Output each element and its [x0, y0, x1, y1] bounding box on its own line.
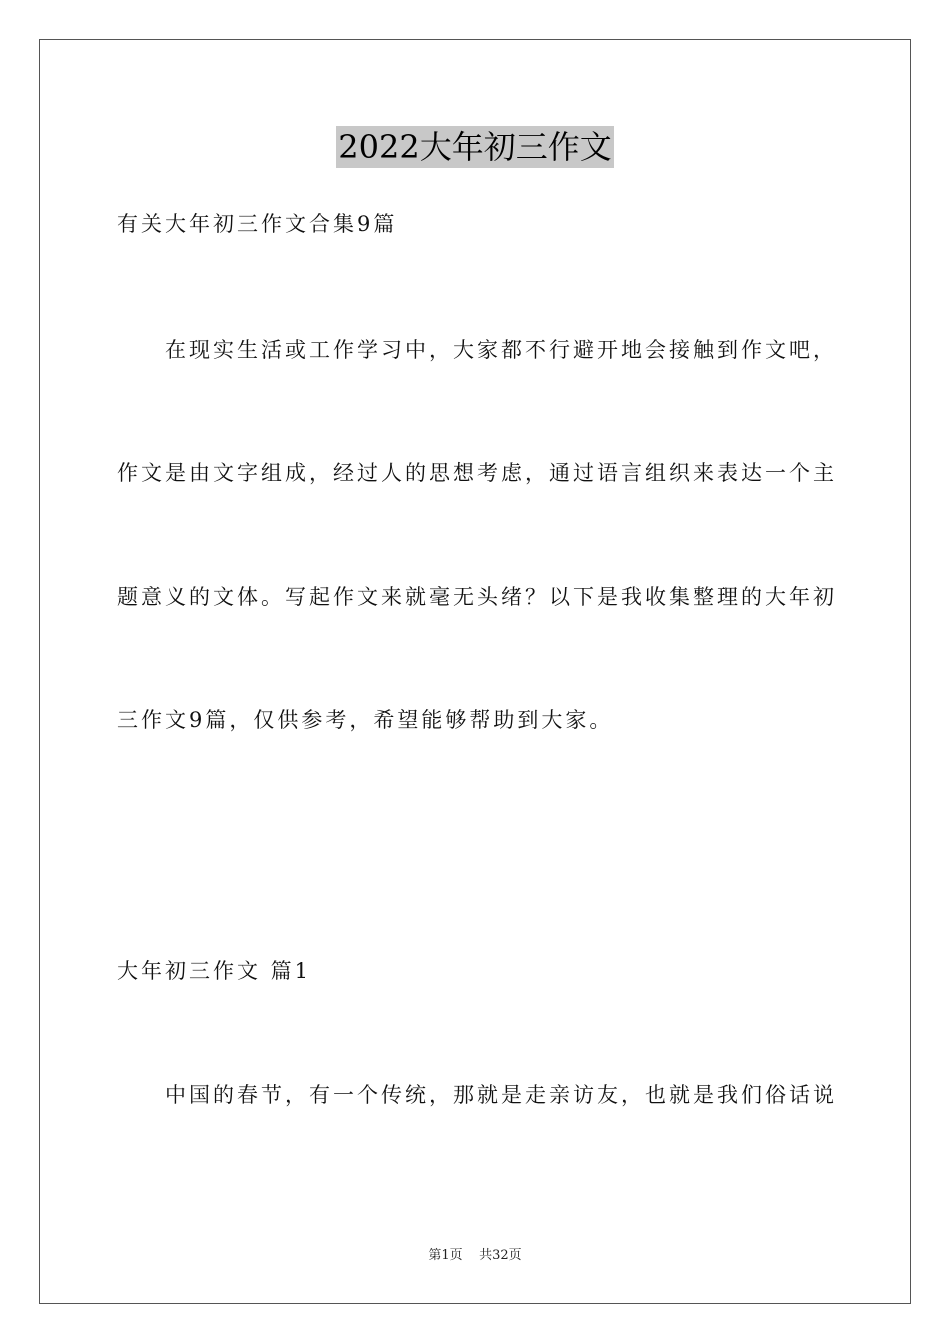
document-subtitle: 有关大年初三作文合集9篇	[117, 212, 398, 236]
intro-line-3: 题意义的文体。写起作文来就毫无头绪？以下是我收集整理的大年初	[117, 585, 837, 609]
intro-line-2: 作文是由文字组成，经过人的思想考虑，通过语言组织来表达一个主	[117, 461, 837, 485]
title-container	[0, 126, 950, 168]
document-title: 2022大年初三作文	[338, 128, 612, 166]
section-line-1: 中国的春节，有一个传统，那就是走亲访友，也就是我们俗话说	[165, 1083, 837, 1107]
intro-line-1: 在现实生活或工作学习中，大家都不行避开地会接触到作文吧，	[165, 338, 837, 362]
section-heading: 大年初三作文 篇1	[117, 959, 312, 983]
page-footer: 第1页 共32页	[428, 1248, 522, 1263]
intro-line-4: 三作文9篇，仅供参考，希望能够帮助到大家。	[117, 708, 614, 732]
